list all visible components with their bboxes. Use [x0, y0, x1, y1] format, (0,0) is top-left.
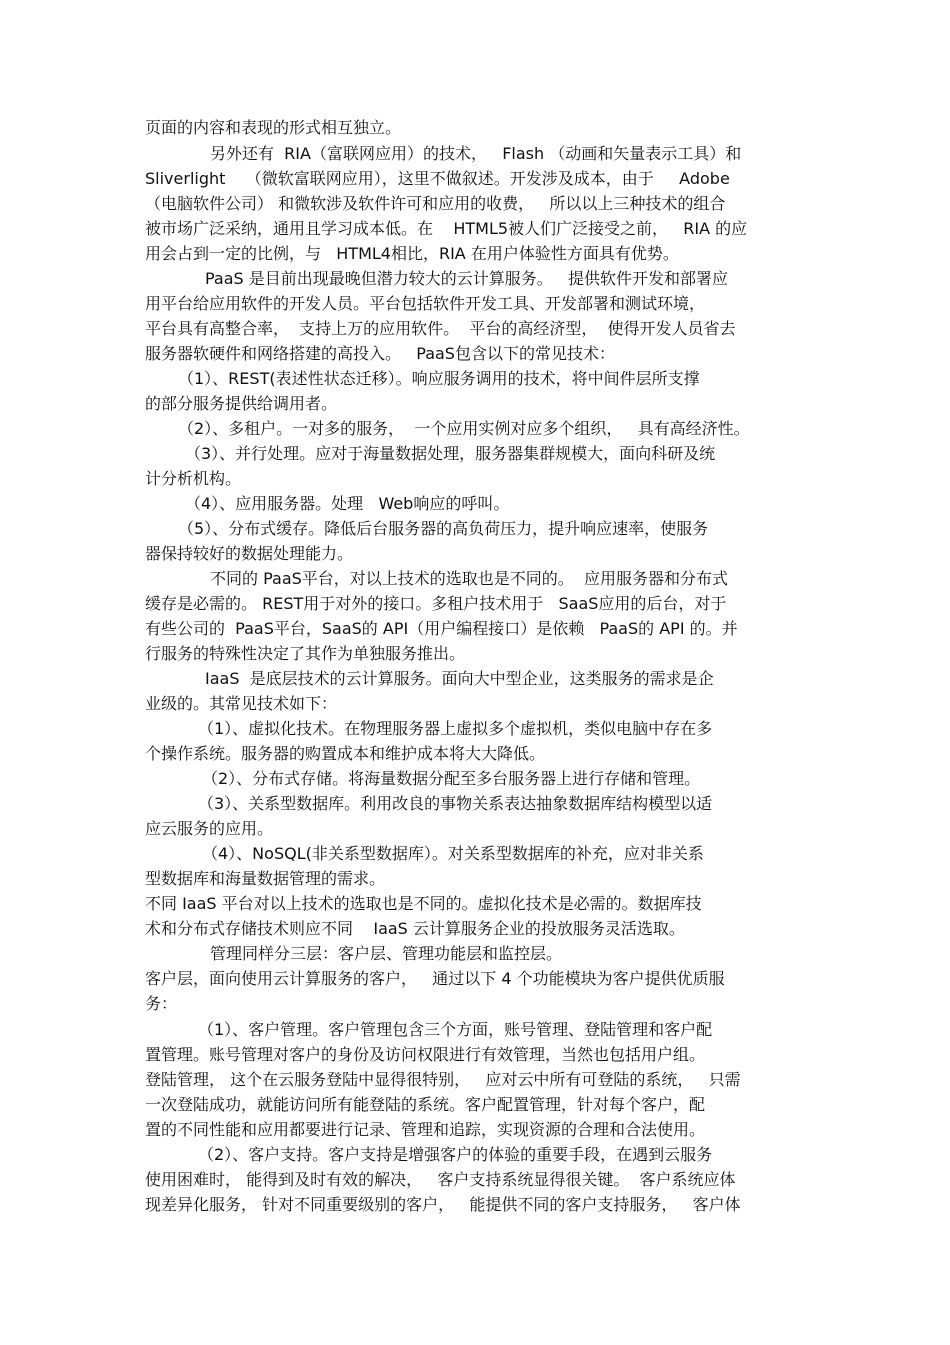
text-line: （4）、NoSQL(非关系型数据库）。对关系型数据库的补充，应对非关系: [202, 844, 704, 863]
text-line: （3）、关系型数据库。利用改良的事物关系表达抽象数据库结构模型以适: [198, 794, 713, 813]
text-line: 不同 IaaS 平台对以上技术的选取也是不同的。虚拟化技术是必需的。数据库技: [145, 894, 702, 913]
text-line: （1）、客户管理。客户管理包含三个方面，账号管理、登陆管理和客户配: [198, 1020, 713, 1039]
text-line: 置的不同性能和应用都要进行记录、管理和追踪，实现资源的合理和合法使用。: [145, 1120, 706, 1139]
text-line: 另外还有 RIA（富联网应用）的技术， Flash （动画和矢量表示工具）和: [210, 144, 742, 163]
text-line: 用平台给应用软件的开发人员。平台包括软件开发工具、开发部署和测试环境，: [145, 294, 706, 313]
text-line: （4）、应用服务器。处理 Web响应的呼叫。: [185, 494, 510, 513]
text-line: 服务器软硬件和网络搭建的高投入。 PaaS包含以下的常见技术：: [145, 344, 615, 363]
text-line: 有些公司的 PaaS平台，SaaS的 API（用户编程接口）是依赖 PaaS的 API 的。并: [145, 619, 738, 638]
text-line: （2）、客户支持。客户支持是增强客户的体验的重要手段，在遇到云服务: [198, 1145, 713, 1164]
text-line: 置管理。账号管理对客户的身份及访问权限进行有效管理，当然也包括用户组。: [145, 1045, 706, 1064]
text-line: （1）、虚拟化技术。在物理服务器上虚拟多个虚拟机，类似电脑中存在多: [198, 719, 713, 738]
text-line: 应云服务的应用。: [145, 819, 274, 838]
text-line: （2）、多租户。一对多的服务， 一个应用实例对应多个组织， 具有高经济性。: [178, 419, 750, 438]
text-line: （3）、并行处理。应对于海量数据处理，服务器集群规模大，面向科研及统: [185, 444, 716, 463]
text-line: 不同的 PaaS平台，对以上技术的选取也是不同的。 应用服务器和分布式: [210, 569, 728, 588]
text-line: 缓存是必需的。 REST用于对外的接口。多租户技术用于 SaaS应用的后台，对于: [145, 594, 727, 613]
text-line: PaaS 是目前出现最晚但潜力较大的云计算服务。 提供软件开发和部署应: [205, 269, 729, 288]
text-line: 个操作系统。服务器的购置成本和维护成本将大大降低。: [145, 744, 546, 763]
text-line: 术和分布式存储技术则应不同 IaaS 云计算服务企业的投放服务灵活选取。: [145, 919, 685, 938]
text-line: （2）、分布式存储。将海量数据分配至多台服务器上进行存储和管理。: [202, 769, 701, 788]
text-line: 被市场广泛采纳，通用且学习成本低。在 HTML5被人们广泛接受之前， RIA 的应: [145, 219, 748, 238]
text-line: 客户层，面向使用云计算服务的客户， 通过以下 4 个功能模块为客户提供优质服: [145, 969, 725, 988]
text-line: 现差异化服务， 针对不同重要级别的客户， 能提供不同的客户支持服务， 客户体: [145, 1195, 741, 1214]
text-line: 行服务的特殊性决定了其作为单独服务推出。: [145, 644, 466, 663]
text-line: 登陆管理， 这个在云服务登陆中显得很特别， 应对云中所有可登陆的系统， 只需: [145, 1070, 741, 1089]
text-line: （5）、分布式缓存。降低后台服务器的高负荷压力，提升响应速率，使服务: [178, 519, 709, 538]
text-line: 务：: [145, 994, 178, 1013]
text-line: 页面的内容和表现的形式相互独立。: [145, 118, 402, 137]
text-line: IaaS 是底层技术的云计算服务。面向大中型企业，这类服务的需求是企: [205, 669, 714, 688]
text-line: （1）、REST(表述性状态迁移）。响应服务调用的技术，将中间件层所支撑: [178, 369, 700, 388]
text-line: 的部分服务提供给调用者。: [145, 394, 338, 413]
text-line: （电脑软件公司） 和微软涉及软件许可和应用的收费， 所以以上三种技术的组合: [145, 194, 726, 213]
text-line: 型数据库和海量数据管理的需求。: [145, 869, 386, 888]
text-line: Sliverlight （微软富联网应用），这里不做叙述。开发涉及成本，由于 Adobe: [145, 169, 730, 188]
text-line: 计分析机构。: [145, 469, 242, 488]
text-line: 管理同样分三层：客户层、管理功能层和监控层。: [210, 944, 563, 963]
text-line: 用会占到一定的比例，与 HTML4相比，RIA 在用户体验性方面具有优势。: [145, 244, 679, 263]
text-line: 使用困难时， 能得到及时有效的解决， 客户支持系统显得很关键。 客户系统应体: [145, 1170, 736, 1189]
text-line: 一次登陆成功，就能访问所有能登陆的系统。客户配置管理，针对每个客户，配: [145, 1095, 706, 1114]
text-line: 器保持较好的数据处理能力。: [145, 544, 354, 563]
text-line: 业级的。其常见技术如下：: [145, 694, 338, 713]
text-line: 平台具有高整合率， 支持上万的应用软件。 平台的高经济型， 使得开发人员省去: [145, 319, 736, 338]
